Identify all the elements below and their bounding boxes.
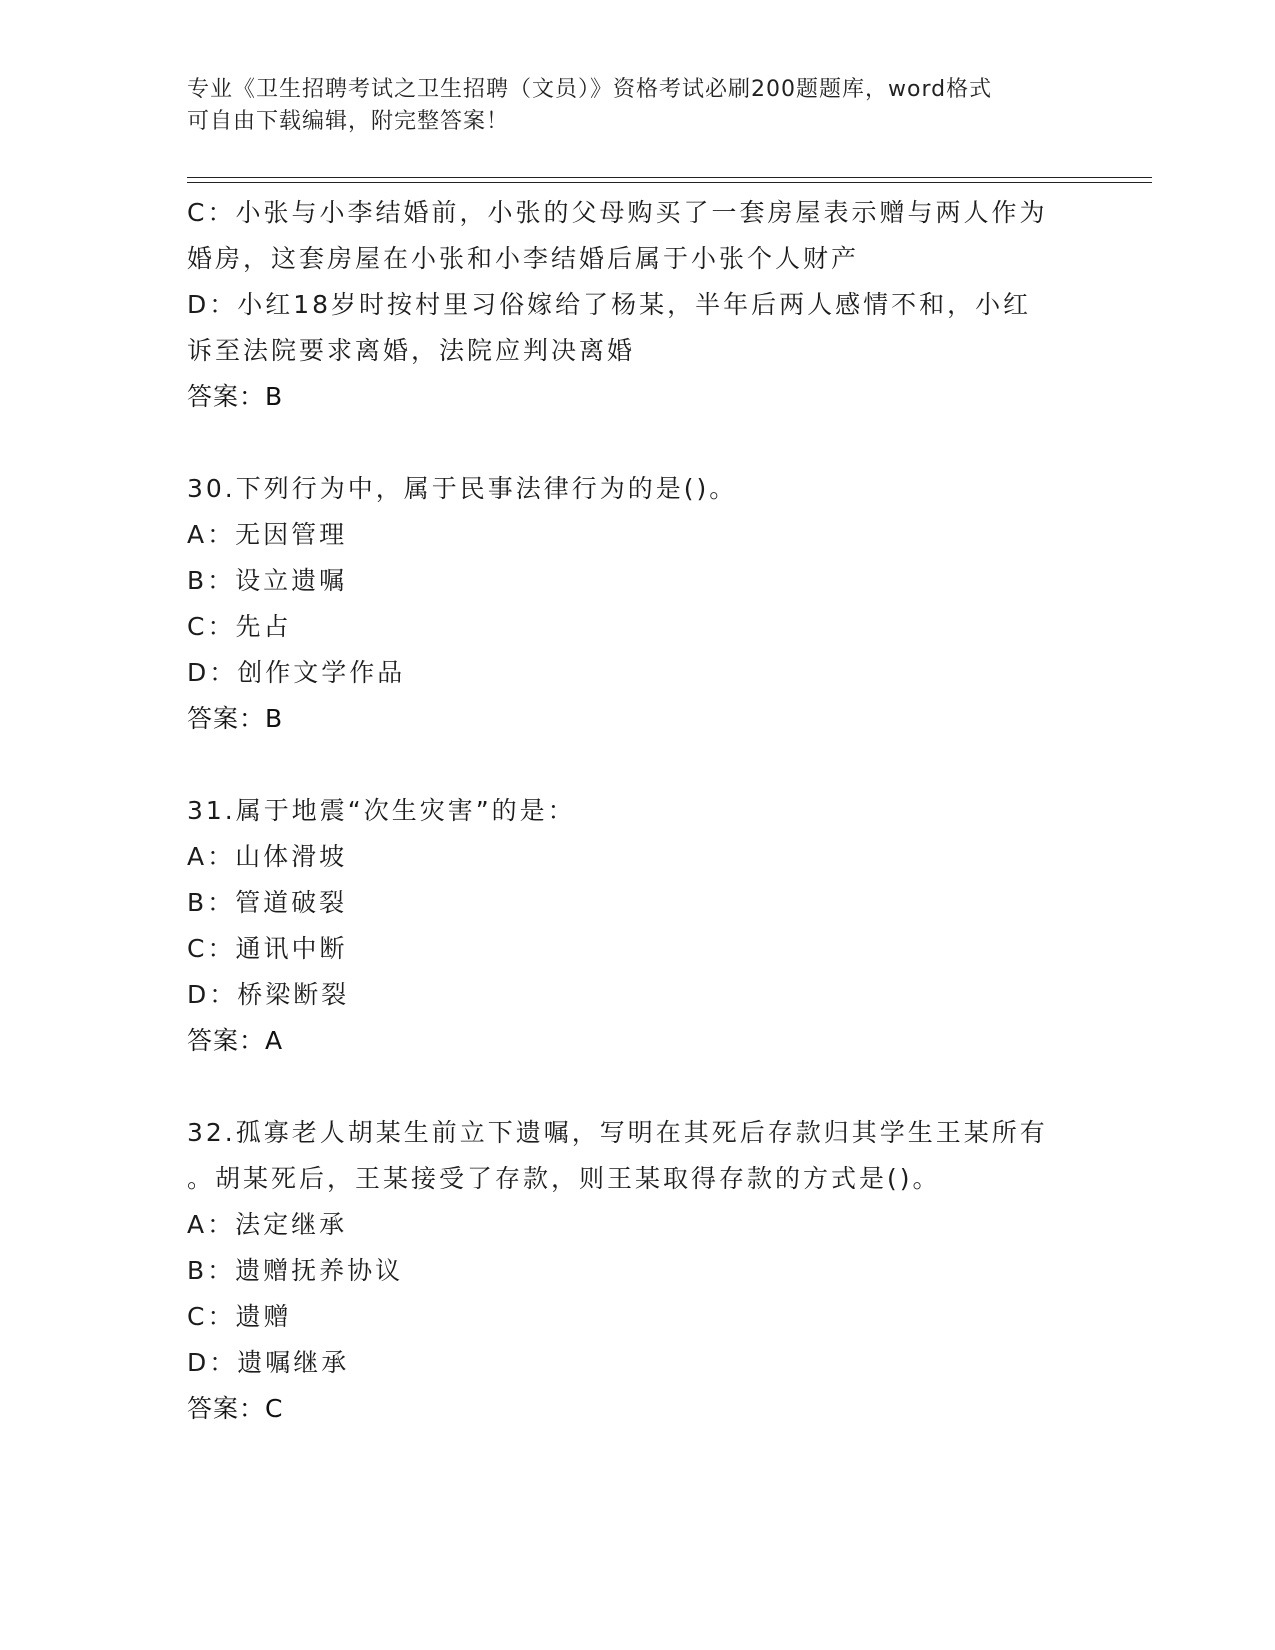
option-c-line-2: 婚房，这套房屋在小张和小李结婚后属于小张个人财产 (187, 244, 860, 273)
answer-value: B (265, 704, 284, 733)
option-d: D：桥梁断裂 (187, 980, 350, 1009)
option-d-line-1: D：小红18岁时按村里习俗嫁给了杨某，半年后两人感情不和，小红 (187, 290, 1032, 319)
header-title-line-2: 可自由下载编辑，附完整答案！ (187, 109, 510, 134)
header-divider-bottom (187, 182, 1152, 183)
header-title-line-1: 专业《卫生招聘考试之卫生招聘（文员）》资格考试必刷200题题库，word格式 (187, 77, 993, 102)
answer-label: 答案： (187, 382, 266, 411)
answer-line (187, 374, 1087, 420)
option-c: C：遗赠 (187, 1302, 292, 1331)
question-stem-line-1: 32.孤寡老人胡某生前立下遗嘱，写明在其死后存款归其学生王某所有 (187, 1118, 1048, 1147)
document-header (187, 74, 1087, 138)
answer-line (187, 696, 1087, 742)
option-c: C：先占 (187, 612, 292, 641)
option-d: D：创作文学作品 (187, 658, 406, 687)
answer-line (187, 1386, 1087, 1432)
question-29-continuation (187, 190, 1087, 420)
option-c-line-1: C：小张与小李结婚前，小张的父母购买了一套房屋表示赠与两人作为 (187, 198, 1048, 227)
option-b: B：管道破裂 (187, 888, 348, 917)
answer-line (187, 1018, 1087, 1064)
answer-label: 答案： (187, 704, 266, 733)
question-spacer (187, 420, 1087, 466)
question-content (187, 190, 1087, 1432)
answer-label: 答案： (187, 1394, 266, 1423)
answer-label: 答案： (187, 1026, 266, 1055)
question-spacer (187, 1064, 1087, 1110)
answer-value: B (265, 382, 284, 411)
option-d: D：遗嘱继承 (187, 1348, 350, 1377)
question-30 (187, 466, 1087, 742)
question-31 (187, 788, 1087, 1064)
question-stem: 30.下列行为中，属于民事法律行为的是()。 (187, 474, 738, 503)
question-stem: 31.属于地震“次生灾害”的是： (187, 796, 576, 825)
option-a: A：法定继承 (187, 1210, 348, 1239)
option-a: A：山体滑坡 (187, 842, 348, 871)
option-d-line-2: 诉至法院要求离婚，法院应判决离婚 (187, 336, 636, 365)
answer-value: A (265, 1026, 284, 1055)
answer-value: C (265, 1394, 284, 1423)
question-stem-line-2: 。胡某死后，王某接受了存款，则王某取得存款的方式是()。 (187, 1164, 941, 1193)
header-divider-top (187, 177, 1152, 178)
option-b: B：设立遗嘱 (187, 566, 348, 595)
option-b: B：遗赠抚养协议 (187, 1256, 404, 1285)
option-c: C：通讯中断 (187, 934, 348, 963)
question-32 (187, 1110, 1087, 1432)
question-spacer (187, 742, 1087, 788)
option-a: A：无因管理 (187, 520, 348, 549)
